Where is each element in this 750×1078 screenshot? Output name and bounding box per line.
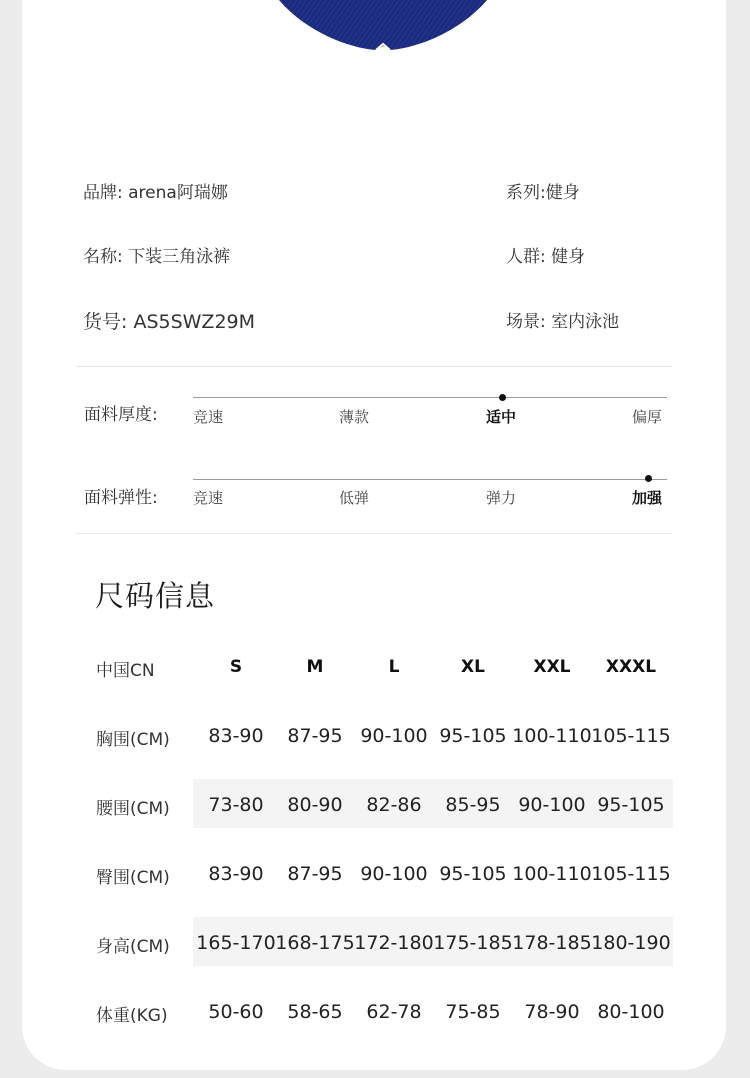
table-cell: 87-95: [287, 725, 343, 747]
table-cell: 180-190: [591, 932, 671, 954]
row-label-weight: 体重(KG): [96, 1006, 168, 1026]
table-cell: 168-175: [275, 932, 355, 954]
table-cell: 85-95: [445, 794, 501, 816]
table-cell: 100-110: [512, 863, 592, 885]
table-cell: 100-110: [512, 725, 592, 747]
table-cell: 80-100: [597, 1001, 665, 1023]
table-cell: 73-80: [208, 794, 264, 816]
divider: [76, 533, 672, 534]
table-cell: 58-65: [287, 1001, 343, 1023]
table-cell: 50-60: [208, 1001, 264, 1023]
table-cell: 95-105: [597, 794, 665, 816]
table-cell: 172-180: [354, 932, 434, 954]
row-label-height: 身高(CM): [96, 937, 170, 957]
thickness-tick-medium: 适中: [486, 408, 517, 426]
table-cell: 165-170: [196, 932, 276, 954]
table-cell: 75-85: [445, 1001, 501, 1023]
table-cell: 83-90: [208, 863, 264, 885]
product-swim-brief-image: [270, 0, 496, 54]
size-header-label: 中国CN: [96, 661, 155, 681]
table-cell: 105-115: [591, 863, 671, 885]
row-label-hip: 臀围(CM): [96, 868, 170, 888]
table-cell: 95-105: [439, 725, 507, 747]
elasticity-tick-strong: 加强: [632, 489, 663, 507]
elasticity-track: [193, 479, 667, 480]
series-label: 系列:健身: [506, 183, 580, 203]
thickness-tick-thick: 偏厚: [632, 408, 663, 426]
size-header-cell: XXXL: [605, 657, 657, 677]
thickness-track: [193, 397, 667, 398]
table-cell: 82-86: [366, 794, 422, 816]
table-cell: 105-115: [591, 725, 671, 747]
row-label-waist: 腰围(CM): [96, 799, 170, 819]
product-detail-card: [22, 0, 726, 1070]
elasticity-indicator-dot: [645, 475, 652, 482]
table-cell: 90-100: [360, 863, 428, 885]
size-chart-title: 尺码信息: [95, 579, 216, 613]
thickness-tick-thin: 薄款: [339, 408, 370, 426]
size-header-cell: S: [229, 657, 243, 677]
size-header-cell: XL: [461, 657, 485, 677]
name-label: 名称: 下装三角泳裤: [83, 247, 231, 267]
elasticity-label: 面料弹性:: [84, 488, 158, 508]
table-cell: 62-78: [366, 1001, 422, 1023]
table-cell: 87-95: [287, 863, 343, 885]
crowd-label: 人群: 健身: [506, 247, 586, 267]
table-cell: 80-90: [287, 794, 343, 816]
size-header-cell: M: [306, 657, 324, 677]
size-header-cell: L: [388, 657, 400, 677]
table-cell: 90-100: [360, 725, 428, 747]
row-label-chest: 胸围(CM): [96, 730, 170, 750]
thickness-label: 面料厚度:: [84, 405, 158, 425]
sku-label: 货号: AS5SWZ29M: [83, 311, 256, 333]
brand-label: 品牌: arena阿瑞娜: [83, 183, 228, 203]
divider: [76, 366, 672, 367]
thickness-tick-racing: 竞速: [193, 408, 224, 426]
table-cell: 95-105: [439, 863, 507, 885]
elasticity-tick-racing: 竞速: [193, 489, 224, 507]
table-cell: 175-185: [433, 932, 513, 954]
thickness-indicator-dot: [499, 394, 506, 401]
table-cell: 90-100: [518, 794, 586, 816]
table-cell: 83-90: [208, 725, 264, 747]
size-header-cell: XXL: [533, 657, 571, 677]
elasticity-tick-stretch: 弹力: [486, 489, 517, 507]
scene-label: 场景: 室内泳池: [506, 312, 620, 332]
table-cell: 78-90: [524, 1001, 580, 1023]
table-cell: 178-185: [512, 932, 592, 954]
elasticity-tick-low: 低弹: [339, 489, 370, 507]
